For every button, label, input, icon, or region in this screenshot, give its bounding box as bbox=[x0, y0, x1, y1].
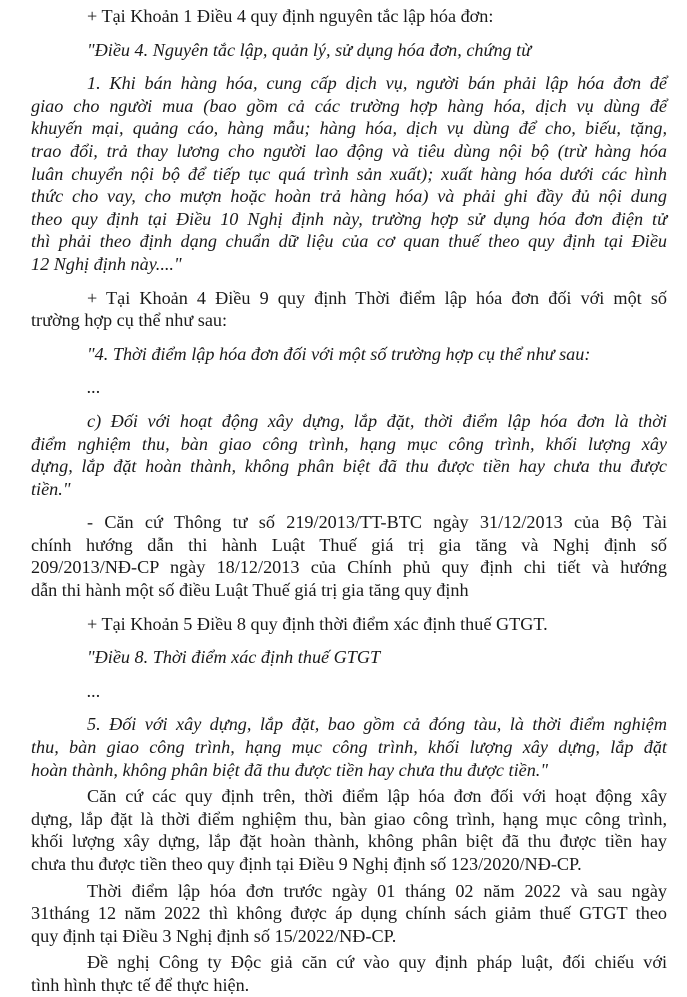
text-line: "Điều 8. Thời điểm xác định thuế GTGT bbox=[87, 647, 381, 668]
quote-dieu4-heading bbox=[31, 39, 667, 62]
text-line: Đề nghị Công ty Độc giả căn cứ vào quy định pháp luật, đối chiếu với bbox=[87, 952, 667, 973]
text-line: thì phải theo định dạng chuẩn dữ liệu của cơ quan thuế theo quy định tại Điều bbox=[31, 231, 667, 252]
text-line: - Căn cứ Thông tư số 219/2013/TT-BTC ngày 31/12/2013 của Bộ Tài bbox=[87, 512, 667, 533]
text-line: "Điều 4. Nguyên tắc lập, quản lý, sử dụng hóa đơn, chứng từ bbox=[87, 39, 532, 60]
text-line: dựng, lắp đặt là thời điểm nghiệm thu, bàn giao công trình, hạng mục công trình, bbox=[31, 808, 667, 829]
text-line: trao đổi, trả thay lương cho người lao động và tiêu dùng nội bộ (trừ hàng hóa bbox=[31, 140, 667, 161]
text-line: theo quy định tại Điều 10 Nghị định này, trường hợp sử dụng hóa đơn điện tử bbox=[31, 208, 667, 229]
text-line: ... bbox=[87, 680, 101, 701]
text-line: thức cho vay, cho mượn hoặc hoàn trả hàng hóa) và phải ghi đầy đủ nội dung bbox=[31, 186, 667, 207]
text-line: 209/2013/NĐ-CP ngày 18/12/2013 của Chính phủ quy định chi tiết và hướng bbox=[31, 557, 667, 578]
text-line: chưa thu được tiền theo quy định tại Điều 9 Nghị định số 123/2020/NĐ-CP. bbox=[31, 854, 582, 874]
text-line: hoàn thành, không phân biệt đã thu được tiền hay chưa thu được tiền." bbox=[31, 759, 548, 780]
paragraph-conclusion-timing bbox=[31, 785, 667, 875]
quote-dieu8-clause5 bbox=[31, 713, 667, 781]
text-line: + Tại Khoản 1 Điều 4 quy định nguyên tắc lập hóa đơn: bbox=[87, 6, 494, 26]
text-line: chính hướng dẫn thi hành Luật Thuế giá trị gia tăng và Nghị định số bbox=[31, 534, 667, 555]
quote-khoan4-point-c bbox=[31, 410, 667, 500]
paragraph-thong-tu-219 bbox=[31, 511, 667, 601]
text-line: dẫn thi hành một số điều Luật Thuế giá trị gia tăng quy định bbox=[31, 580, 469, 601]
text-line: tiền." bbox=[31, 478, 71, 499]
text-line: giao cho người mua (bao gồm cả các trường hợp hàng hóa, dịch vụ dùng để bbox=[31, 95, 667, 116]
quote-ellipsis bbox=[31, 680, 667, 703]
text-line: Thời điểm lập hóa đơn trước ngày 01 tháng 02 năm 2022 và sau ngày bbox=[87, 880, 667, 901]
quote-khoan4-heading bbox=[31, 343, 667, 366]
text-line: thu, bàn giao công trình, hạng mục công trình, khối lượng xây dựng, lắp đặt bbox=[31, 737, 667, 758]
document-page bbox=[31, 5, 667, 997]
text-line: quy định tại Điều 3 Nghị định số 15/2022/NĐ-CP. bbox=[31, 925, 397, 946]
text-line: Căn cứ các quy định trên, thời điểm lập hóa đơn đối với hoạt động xây bbox=[87, 786, 667, 807]
text-line: + Tại Khoản 5 Điều 8 quy định thời điểm xác định thuế GTGT. bbox=[87, 613, 548, 634]
quote-ellipsis bbox=[31, 376, 667, 399]
text-line: khuyến mại, quảng cáo, hàng mẫu; hàng hóa, dịch vụ dùng để cho, biếu, tặng, bbox=[31, 118, 667, 139]
text-line: điểm nghiệm thu, bàn giao công trình, hạng mục công trình, khối lượng xây bbox=[31, 433, 667, 454]
text-line: luân chuyển nội bộ để tiếp tục quá trình sản xuất); xuất hàng hóa dưới các hình bbox=[31, 163, 667, 184]
text-line: 1. Khi bán hàng hóa, cung cấp dịch vụ, người bán phải lập hóa đơn để bbox=[87, 73, 667, 94]
paragraph-recommendation bbox=[31, 951, 667, 996]
text-line: trường hợp cụ thể như sau: bbox=[31, 310, 228, 331]
text-line: tình hình thực tế để thực hiện. bbox=[31, 974, 250, 995]
text-line: 5. Đối với xây dựng, lắp đặt, bao gồm cả đóng tàu, là thời điểm nghiệm bbox=[87, 714, 667, 735]
text-line: c) Đối với hoạt động xây dựng, lắp đặt, thời điểm lập hóa đơn là thời bbox=[87, 410, 667, 431]
paragraph-khoan5-dieu8-intro bbox=[31, 613, 667, 636]
text-line: 12 Nghị định này...." bbox=[31, 253, 182, 274]
text-line: khối lượng xây dựng, lắp đặt hoàn thành, không phân biệt đã thu được tiền hay bbox=[31, 831, 667, 852]
paragraph-khoan4-dieu9-intro bbox=[31, 287, 667, 332]
text-line: dựng, lắp đặt hoàn thành, không phân biệt đã thu được tiền hay chưa thu được bbox=[31, 456, 667, 477]
text-line: "4. Thời điểm lập hóa đơn đối với một số trường hợp cụ thể như sau: bbox=[87, 343, 591, 364]
paragraph-tax-reduction-period bbox=[31, 880, 667, 948]
text-line: 31tháng 12 năm 2022 thì không được áp dụng chính sách giảm thuế GTGT theo bbox=[31, 903, 667, 924]
quote-dieu8-heading bbox=[31, 646, 667, 669]
text-line: + Tại Khoản 4 Điều 9 quy định Thời điểm lập hóa đơn đối với một số bbox=[87, 287, 667, 308]
text-line: ... bbox=[87, 377, 101, 398]
paragraph-khoan1-dieu4-intro bbox=[31, 5, 667, 28]
quote-dieu4-clause1 bbox=[31, 72, 667, 275]
